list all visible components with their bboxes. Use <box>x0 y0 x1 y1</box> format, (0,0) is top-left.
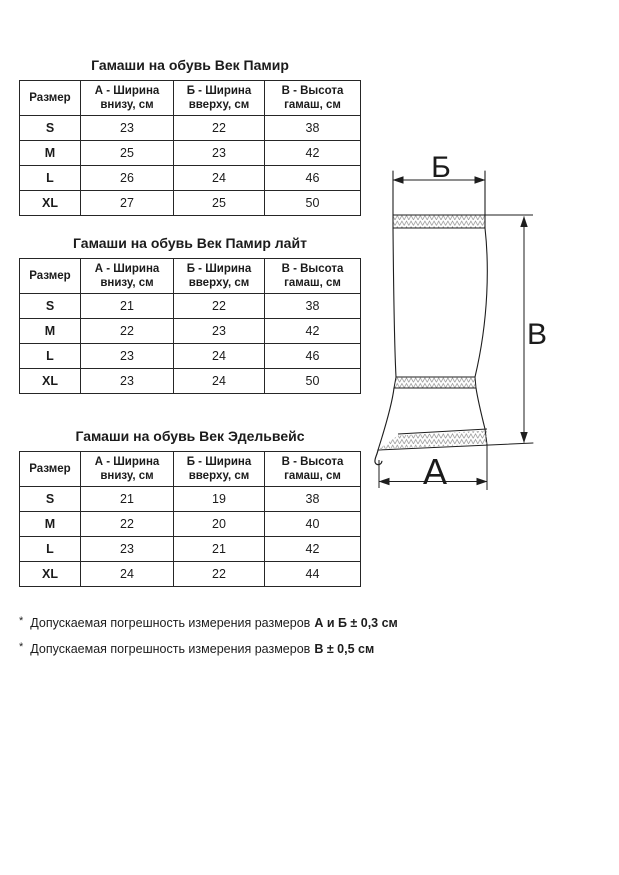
size-table-pamir <box>19 80 361 216</box>
footnote-bold-value: А и Б ± 0,3 см <box>314 616 398 630</box>
table-title: Гамаши на обувь Век Памир лайт <box>73 235 307 251</box>
table-cell: M <box>20 141 81 166</box>
table-cell: 42 <box>265 141 361 166</box>
gaiter-right-edge <box>475 171 487 377</box>
table-cell: 50 <box>265 369 361 394</box>
column-header: А - Ширина внизу, см <box>81 259 174 294</box>
table-cell: 20 <box>174 512 265 537</box>
elastic-bands <box>379 215 487 449</box>
table-cell: 24 <box>174 369 265 394</box>
table-title: Гамаши на обувь Век Эдельвейс <box>75 428 305 444</box>
table-row <box>20 319 361 344</box>
column-header: Размер <box>20 81 81 116</box>
table-cell: 22 <box>174 116 265 141</box>
table-row <box>20 141 361 166</box>
header-row <box>20 259 361 294</box>
table-cell: 26 <box>81 166 174 191</box>
table-cell: 42 <box>265 319 361 344</box>
table-row <box>20 512 361 537</box>
elastic-band-top <box>393 215 485 228</box>
table-cell: 38 <box>265 487 361 512</box>
table-cell: M <box>20 512 81 537</box>
column-header: В - Высота гамаш, см <box>265 259 361 294</box>
table-cell: 23 <box>174 141 265 166</box>
column-header: Б - Ширина вверху, см <box>174 259 265 294</box>
table-cell: 50 <box>265 191 361 216</box>
table-cell: 23 <box>81 116 174 141</box>
table-cell: 38 <box>265 116 361 141</box>
footnote-text: Допускаемая погрешность измерения размеров <box>30 642 311 656</box>
table-row <box>20 294 361 319</box>
table-cell: L <box>20 166 81 191</box>
dim-label-height: В <box>527 318 548 351</box>
column-header: А - Ширина внизу, см <box>81 452 174 487</box>
table-cell: 46 <box>265 344 361 369</box>
footnote-tolerance-v <box>19 639 374 657</box>
column-header: Б - Ширина вверху, см <box>174 452 265 487</box>
table-cell: XL <box>20 562 81 587</box>
table-row <box>20 487 361 512</box>
table-cell: 25 <box>81 141 174 166</box>
footnote-tolerance-ab <box>19 613 398 631</box>
table-cell: L <box>20 344 81 369</box>
footnote-bold-value: В ± 0,5 см <box>314 642 375 656</box>
dim-label-top-width: Б <box>431 151 451 184</box>
table-cell: M <box>20 319 81 344</box>
table-cell: 21 <box>174 537 265 562</box>
gaiter-left-edge <box>393 171 396 377</box>
size-table-edelweiss <box>19 451 361 587</box>
column-header: В - Высота гамаш, см <box>265 81 361 116</box>
table-cell: 44 <box>265 562 361 587</box>
asterisk-marker: * <box>19 641 24 653</box>
table-cell: L <box>20 537 81 562</box>
table-cell: 27 <box>81 191 174 216</box>
table-cell: 23 <box>81 537 174 562</box>
header-row <box>20 81 361 116</box>
table-cell: 42 <box>265 537 361 562</box>
table-cell: 23 <box>174 319 265 344</box>
table-cell: 23 <box>81 369 174 394</box>
footnote-text: Допускаемая погрешность измерения размеров <box>30 616 311 630</box>
column-header: Б - Ширина вверху, см <box>174 81 265 116</box>
table-cell: S <box>20 116 81 141</box>
asterisk-marker: * <box>19 615 24 627</box>
table-cell: 22 <box>81 512 174 537</box>
table-row <box>20 344 361 369</box>
table-row <box>20 537 361 562</box>
elastic-band-middle <box>394 377 476 388</box>
table-row <box>20 191 361 216</box>
table-row <box>20 562 361 587</box>
header-row <box>20 452 361 487</box>
table-cell: 24 <box>174 166 265 191</box>
table-cell: 24 <box>81 562 174 587</box>
table-cell: 24 <box>174 344 265 369</box>
column-header: А - Ширина внизу, см <box>81 81 174 116</box>
table-cell: 21 <box>81 487 174 512</box>
column-header: В - Высота гамаш, см <box>265 452 361 487</box>
table-cell: 21 <box>81 294 174 319</box>
size-table-pamir-light <box>19 258 361 394</box>
dim-label-bottom-width: А <box>422 451 448 492</box>
table-cell: S <box>20 294 81 319</box>
column-header: Размер <box>20 259 81 294</box>
table-title: Гамаши на обувь Век Памир <box>91 57 289 73</box>
table-cell: 23 <box>81 344 174 369</box>
table-cell: XL <box>20 191 81 216</box>
table-cell: 46 <box>265 166 361 191</box>
table-section-edelweiss <box>19 427 361 587</box>
table-cell: 25 <box>174 191 265 216</box>
table-section-pamir-light <box>19 234 361 394</box>
table-cell: 19 <box>174 487 265 512</box>
table-cell: 22 <box>174 562 265 587</box>
gaiter-diagram <box>372 142 618 498</box>
table-row <box>20 369 361 394</box>
table-cell: S <box>20 487 81 512</box>
table-cell: 38 <box>265 294 361 319</box>
table-cell: 22 <box>174 294 265 319</box>
table-row <box>20 166 361 191</box>
table-section-pamir <box>19 56 361 216</box>
lace-hook <box>375 450 382 465</box>
table-cell: 40 <box>265 512 361 537</box>
table-cell: 22 <box>81 319 174 344</box>
table-cell: XL <box>20 369 81 394</box>
table-row <box>20 116 361 141</box>
column-header: Размер <box>20 452 81 487</box>
